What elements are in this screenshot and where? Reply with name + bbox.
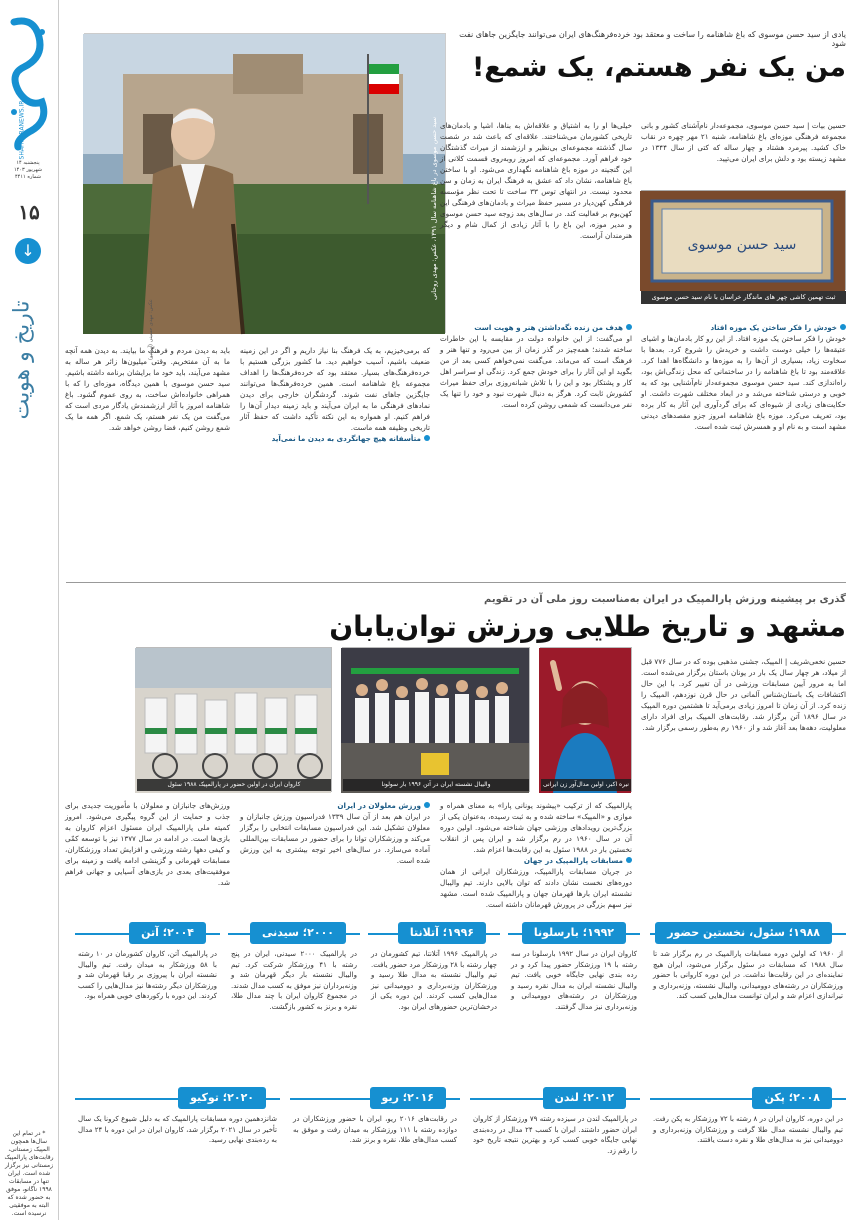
- year-text: از ۱۹۶۰ که اولین دوره مسابقات پارالمپیک در رم برگزار شد تا سال ۱۹۸۸ که مسابقات در سئول برگزار می‌شود، ایران هیچ نماینده‌ای در این رقابت‌ها نداشت. در این دوره کاروانی با حضور ورزشکاران در رشته‌های دوومیدانی، والیبال نشسته، وزنه‌برداری و تیراندازی اعزام شد و ایران توانست مدال‌هایی کسب کند.: [653, 950, 843, 1000]
- year-box-1988: [650, 926, 846, 1002]
- body-b-text: در جریان مسابقات پارالمپیک، ورزشکاران ایرانی از همان دوره‌های نخست نشان دادند که توان بالایی دارند. تیم والیبال نشسته ایران بارها قهرمان جهان و پارالمپیک شده است. مشهد نیز سهم بزرگی در پرورش قهرمانان داشته است.: [440, 867, 632, 909]
- tile-sign-caption: ثبت تهمین کاشی چهر های ماندگار خراسان با نام سید حسن موسوی: [641, 291, 846, 304]
- year-box-2000: [228, 926, 360, 1012]
- story1-headline: من یک نفر هستم، یک شمع!: [471, 52, 846, 83]
- body-d-text: ورزش‌های جانبازان و معلولان با مأموریت جدیدی برای جذب و حمایت از این گروه پیگیری می‌شود. امروز کمیته ملی پارالمپیک ایران مسئول اعزام کاروان به بازی‌ها است. در ادامه در سال ۱۳۷۷ نیز با توسعه کمّی و کیفی دهها رشته ورزشی و افزایش تعداد ورزشکاران، مسابقات قهرمانی و گزینشی ادامه یافت و زمینه برای موفقیت‌های بعدی در بازی‌های آسیایی و جهانی فراهم شد.: [65, 801, 230, 887]
- col-d-text: باید به دیدن مردم و فرهنگ ما بیایند. به دیدن همه آنچه ما به آن مفتخریم. وقتی میلیون‌ها زائر هر ساله به مشهد می‌آیند، باید خود ما برایشان برنامه داشته باشیم. سید حسن موسوی با همین دیدگاه، موزه‌ای را که با همراهی خانواده‌اش ساخت، به روی عموم گشود. باغ شاهنامه امروز با آثار ارزشمندش یادگار مردی است که می‌گفت من یک نفر هستم، یک شمع. اگر همه ما یک شمع روشن کنیم، فضا روشن خواهد شد.: [65, 346, 230, 432]
- story2-col-c: [240, 800, 430, 866]
- photo-team-1988: [136, 647, 332, 792]
- year-tab: ۱۹۹۶؛ آتلانتا: [398, 922, 486, 944]
- story2-col-d: [65, 800, 230, 888]
- section-title: تاریخ و هویت: [9, 300, 35, 420]
- body-a-text: پارالمپیک که از ترکیب «پیشوند یونانی پارا» به معنای همراه و موازی و «المپیک» ساخته شده و به ثبت رسیده، به‌عنوان یکی از بزرگ‌ترین رویدادهای ورزشی جهان شناخته می‌شود. اولین دوره آن در سال ۱۹۶۰ در رم برگزار شد و ایران پس از انقلاب نخستین بار در ۱۹۸۸ سئول به این رقابت‌ها اعزام شد.: [440, 801, 632, 854]
- story2-col-a: [440, 800, 632, 910]
- sign-text: سید حسن موسوی: [687, 237, 797, 253]
- year-tab: ۲۰۲۰؛ توکیو: [178, 1087, 266, 1109]
- story2-kicker: گذری بر پیشینه ورزش پارالمپیک در ایران به‌مناسبت روز ملی آن در تقویم: [484, 594, 846, 605]
- subhead-c: متأسفانه هیچ جهانگردی به دیدن ما نمی‌آید: [271, 434, 421, 443]
- section-divider: [66, 582, 846, 583]
- year-text: شانزدهمین دوره مسابقات پارالمپیک که به دلیل شیوع کرونا یک سال تأخیر در سال ۲۰۲۱ برگزار شد، کاروان ایران در این دوره با ۲۴ مدال به رده‌بندی نهایی رسید.: [78, 1115, 278, 1144]
- year-box-1996: [368, 926, 500, 1012]
- year-text: در رقابت‌های ۲۰۱۶ ریو، ایران با حضور ورزشکاران در دوازده رشته با ۱۱۱ ورزشکار به میدان رفت و موفق به کسب مدال‌های طلا، نقره و برنز شد.: [293, 1115, 458, 1144]
- masthead-divider: [58, 0, 59, 1220]
- story1-kicker: یادی از سید حسن موسوی که باغ شاهنامه را ساخت و معتقد بود خرده‌فرهنگ‌های ایران می‌توانند جایگزین جاهای نفت شود: [459, 30, 846, 48]
- sidebar-note: * در تمام این سال‌ها همچون المپیک زمستانی، رقابت‌های پارالمپیک زمستانی نیز برگزار شده است. ایران تنها در مسابقات ۱۹۹۸ ناگانو، موفق به حضور شده که البته به موفقیتی نرسیده است.: [4, 1130, 54, 1217]
- bullet-icon: [626, 324, 632, 330]
- story1-col-a: [641, 322, 846, 432]
- photo-woman-athlete: [540, 647, 632, 800]
- subhead-c2: ورزش معلولان در ایران: [337, 801, 421, 810]
- portrait-credit: عکس: مهدی حسینی (آرشیو): [148, 299, 154, 360]
- year-box-1992: [508, 926, 640, 1012]
- story1-lead: حسین بیات | سید حسن موسوی، مجموعه‌دار نام‌آشنای کشور و بانی مجموعه فرهنگی موزه‌ای باغ شاهنامه، شنبه ۲۱ مهر چهره در نقاب خاک کشید. پیرمرد هشتاد و چهار ساله که کتی از سال ۱۳۴۴ در مشهد زیسته بود و دلش برای ایران می‌تپید.: [641, 121, 846, 163]
- col-c-text: که برمی‌خیزیم، به یک فرهنگ بنا نیاز داریم و اگر در این زمینه ضعیف باشیم، آسیب خواهیم دید. ما کشور بزرگی هستیم با خرده‌فرهنگ‌های بسیار. معتقد بود که خرده‌فرهنگ‌ها را اهداف مجموعه باغ شاهنامه است. همین خرده‌فرهنگ‌ها می‌توانند جایگزین جاهای نفت شوند. گردشگران خارجی برای دیدن نمادهای فرهنگی ما به ایران می‌آیند و باید زمینه دیدار آن‌ها را فراهم کنیم. او همواره به این نکته تأکید داشت که حفظ آثار تاریخی وظیفه همه ماست.: [240, 346, 430, 432]
- year-text: کاروان ایران در سال ۱۹۹۲ بارسلونا در سه رشته با ۱۹ ورزشکار حضور پیدا کرد و در رده بندی نهایی جایگاه خوبی یافت. تیم والیبال نشسته ایران به مدال نقره رسید و ورزشکاران در رشته‌های دوومیدانی و وزنه‌برداری نیز مدال گرفتند.: [511, 950, 638, 1011]
- story1-mid-column: خیلی‌ها او را به اشتیاق و علاقه‌اش به بناها، اشیا و بادمان‌های تاریخی کشورمان می‌شناختند. علاقه‌ای که باعث شد در شصت سال گذشته مجموعه‌ای بی‌نظیر و ارزشمند از میراث گذشتگان خود فراهم آورد. مجموعه‌ای که امروز روبه‌روی قسمت کلانی از این گنجینه در موزه باغ شاهنامه نگهداری می‌شود. او با ساختن باغ شاهنامه، نشان داد که عشق به فرهنگ ایران به زمان و سن محدود نیست. در انتهای توس ۳۳ ساخت تا تحت نظر مؤسسه فرهنگی کهن‌دیار در مسیر حفظ میراث و بادمان‌های فرهنگی این کهن‌بوم بر فعالیت کند. در سال‌های بعد زوجه سید حسن موسوی و مدیر موزه، این باغ را با آثار زیادی از کمال شام و دیگر هنرمندان آراست.: [440, 121, 632, 240]
- subhead-b2: مسابقات پارالمپیک در جهان: [523, 856, 623, 865]
- masthead: [0, 0, 58, 1220]
- portrait-caption: سید حسن موسوی در باغ شاهنامه سال ۱۳۹۱، عکس: مهدی روحانی: [430, 116, 438, 300]
- year-tab: ۲۰۰۸؛ پکن: [752, 1087, 832, 1109]
- subhead-a: خودش را فکر ساختن یک موزه افتاد: [710, 323, 837, 332]
- year-tab: ۲۰۰۴؛ آتن: [129, 922, 206, 944]
- portrait-photo: [84, 33, 446, 333]
- year-text: در پارالمپیک آتن، کاروان کشورمان در ۱۰ رشته با ۵۸ ورزشکار به میدان رفت. تیم والیبال نشسته ایران با پیروزی بر رقبا قهرمان شد و ورزشکاران دیگر رشته‌ها نیز مدال‌هایی را کسب کردند. این دوره با رکوردهای خوبی همراه بود.: [78, 950, 217, 1000]
- site-url[interactable]: SHAHRARANEWS.IR: [18, 100, 26, 160]
- year-box-2020: [75, 1091, 280, 1146]
- page-number: ۱۵: [18, 202, 40, 224]
- story1-col-b: [440, 322, 632, 410]
- year-text: در پارالمپیک ۱۹۹۶ آتلانتا، تیم کشورمان در چهار رشته با ۲۸ ورزشکار مرد حضور یافت. تیم والیبال نشسته به مدال طلا رسید و ورزشکاران وزنه‌برداری و دوومیدانی نیز مدال‌هایی کسب کردند. این دوره یکی از درخشان‌ترین حضورهای ایران بود.: [371, 950, 498, 1011]
- year-box-2008: [650, 1091, 846, 1146]
- issue-info: پنجشنبه ۱۴ شهریور ۱۴۰۳ شماره ۴۴۱۱: [14, 160, 42, 180]
- subhead-b: هدف من زنده نگه‌داشتن هنر و هویت است: [474, 323, 623, 332]
- body-c-text: در ایران هم بعد از آن سال ۱۳۳۹ فدراسیون ورزش جانبازان و معلولان تشکیل شد. این فدراسیون مسابقات انتخابی را برگزار می‌کند و ورزشکاران توانا را برای حضور در مسابقات بین‌المللی آماده می‌سازد. در سال‌های اخیر توجه بیشتری به این ورزش شده است.: [240, 812, 430, 865]
- photo-volleyball-team: [342, 647, 530, 792]
- bullet-icon: [840, 324, 846, 330]
- photo-caption: والیبال نشسته ایران در آتن ۱۹۹۶ بار سولونا: [343, 779, 529, 791]
- year-box-2004: [75, 926, 220, 1002]
- story2-headline: مشهد و تاریخ طلایی ورزش توان‌یابان: [329, 610, 846, 643]
- story1-col-d: [65, 345, 230, 433]
- col-a-text: خودش را فکر ساختن یک موزه افتاد. از این رو کار بادمان‌ها و اشیای عتیقه‌ها را خیلی دوست داشت و خریدش را شروع کرد. بعدها با سخاوت زیاد، بسیاری از آن‌ها را به موزه‌ها و دانشگاه‌ها اهدا کرد. علاقه‌مند بود تا باغ شاهنامه را در ساختمانی که محل زندگی‌اش بود، راه‌اندازی کند. سید حسن موسوی مجموعه‌دار نام‌آشنایی بود که به خوبی و درستی شناخته می‌شد و در ابعاد مختلف شهرت داشت. او حکایت‌های زیادی از شیوه‌ای که برای گردآوری این آثار به کار برده بود، تعریف می‌کرد. موزه باغ شاهنامه امروز جزو مقصدهای دیدنی مشهد است و به نام او و همسرش ثبت شده است.: [641, 334, 846, 431]
- bullet-icon: [424, 802, 430, 808]
- year-text: در پارالمپیک ۲۰۰۰ سیدنی، ایران در پنج رشته با ۴۱ ورزشکار شرکت کرد. تیم والیبال نشسته بار دیگر قهرمان شد و وزنه‌برداران نیز موفق به کسب مدال شدند. در مجموع کاروان ایران با چند مدال طلا، نقره و برنز به کشور بازگشت.: [231, 950, 357, 1011]
- year-tab: ۱۹۸۸؛ سئول، نخستین حضور: [655, 922, 832, 944]
- year-text: در پارالمپیک لندن در سیزده رشته ۷۹ ورزشکار از کاروان ایران حضور داشتند. ایران با کسب ۲۴ مدال در رده‌بندی نهایی جایگاه خوبی کسب کرد و بهترین نتیجه تاریخ خود را رقم زد.: [473, 1115, 638, 1155]
- arrow-down-icon[interactable]: ↓: [15, 238, 41, 264]
- tile-sign-photo: [641, 190, 846, 290]
- year-box-2016: [290, 1091, 460, 1146]
- bullet-icon: [424, 435, 430, 441]
- year-tab: ۲۰۱۶؛ ریو: [370, 1087, 446, 1109]
- story1-col-c: [240, 345, 430, 444]
- photo-caption: کاروان ایران در اولین حضور در پارالمپیک ۱۹۸۸ سئول: [137, 779, 331, 791]
- photo-caption: نیره اکبر، اولین مدال‌آور زن ایرانی پارالمپیک: [541, 779, 631, 791]
- bullet-icon: [626, 857, 632, 863]
- year-tab: ۲۰۱۲؛ لندن: [543, 1087, 626, 1109]
- garden-scene: [83, 34, 445, 334]
- story2-lead: حسین نخعی‌شریف | المپیک، جشنی مذهبی بوده که در سال ۷۷۶ قبل از میلاد، هر چهار سال یک بار در یونان باستان برگزار می‌شده است. اما به مرور آیین مسابقات ورزشی در آن تغییر کرد. با این حال اکتشافات یک باستان‌شناس آلمانی در حال قرن نوزدهم، المپیک را زنده کرد. از آن زمان تا امروز زیادی برمی‌آید تا هشتمین دوره المپیک در سال ۱۸۹۶ آتن برگزار شد. رقابت‌های المپیک برای افراد دارای معلولیت، دهه‌ها بعد آغاز شد و از ۱۹۶۰ رم به‌طور رسمی برگزار شد.: [641, 657, 846, 732]
- col-b-text: او می‌گفت: از این خانواده دولت در مقایسه با این خاطرات ساخته شدند؛ همه‌چیز در گذر زمان از بین می‌رود و تنها هنر و فرهنگ است که می‌ماند. می‌گفت نمی‌خواهم کسی بعد از من بگوید او این آثار را برای خودش جمع کرد. زندگی او سراسر اهل کار و پشتکار بود و این را با تلاش شبانه‌روزی برای حفظ میراث کشورش ثابت کرد. هرگز به دنبال شهرت نبود و خود را تنها یک نفر می‌دانست که شمعی روشن کرده است.: [440, 334, 632, 409]
- year-box-2012: [470, 1091, 640, 1156]
- year-tab: ۱۹۹۲؛ بارسلونا: [522, 922, 626, 944]
- year-text: در این دوره، کاروان ایران در ۸ رشته با ۷۲ ورزشکار به پکن رفت. تیم والیبال نشسته مدال طلا گرفت و ورزشکاران وزنه‌برداری و دوومیدانی نیز به مدال‌های طلا و نقره دست یافتند.: [653, 1115, 843, 1144]
- year-tab: ۲۰۰۰؛ سیدنی: [250, 922, 346, 944]
- shahrara-logo: [4, 12, 54, 152]
